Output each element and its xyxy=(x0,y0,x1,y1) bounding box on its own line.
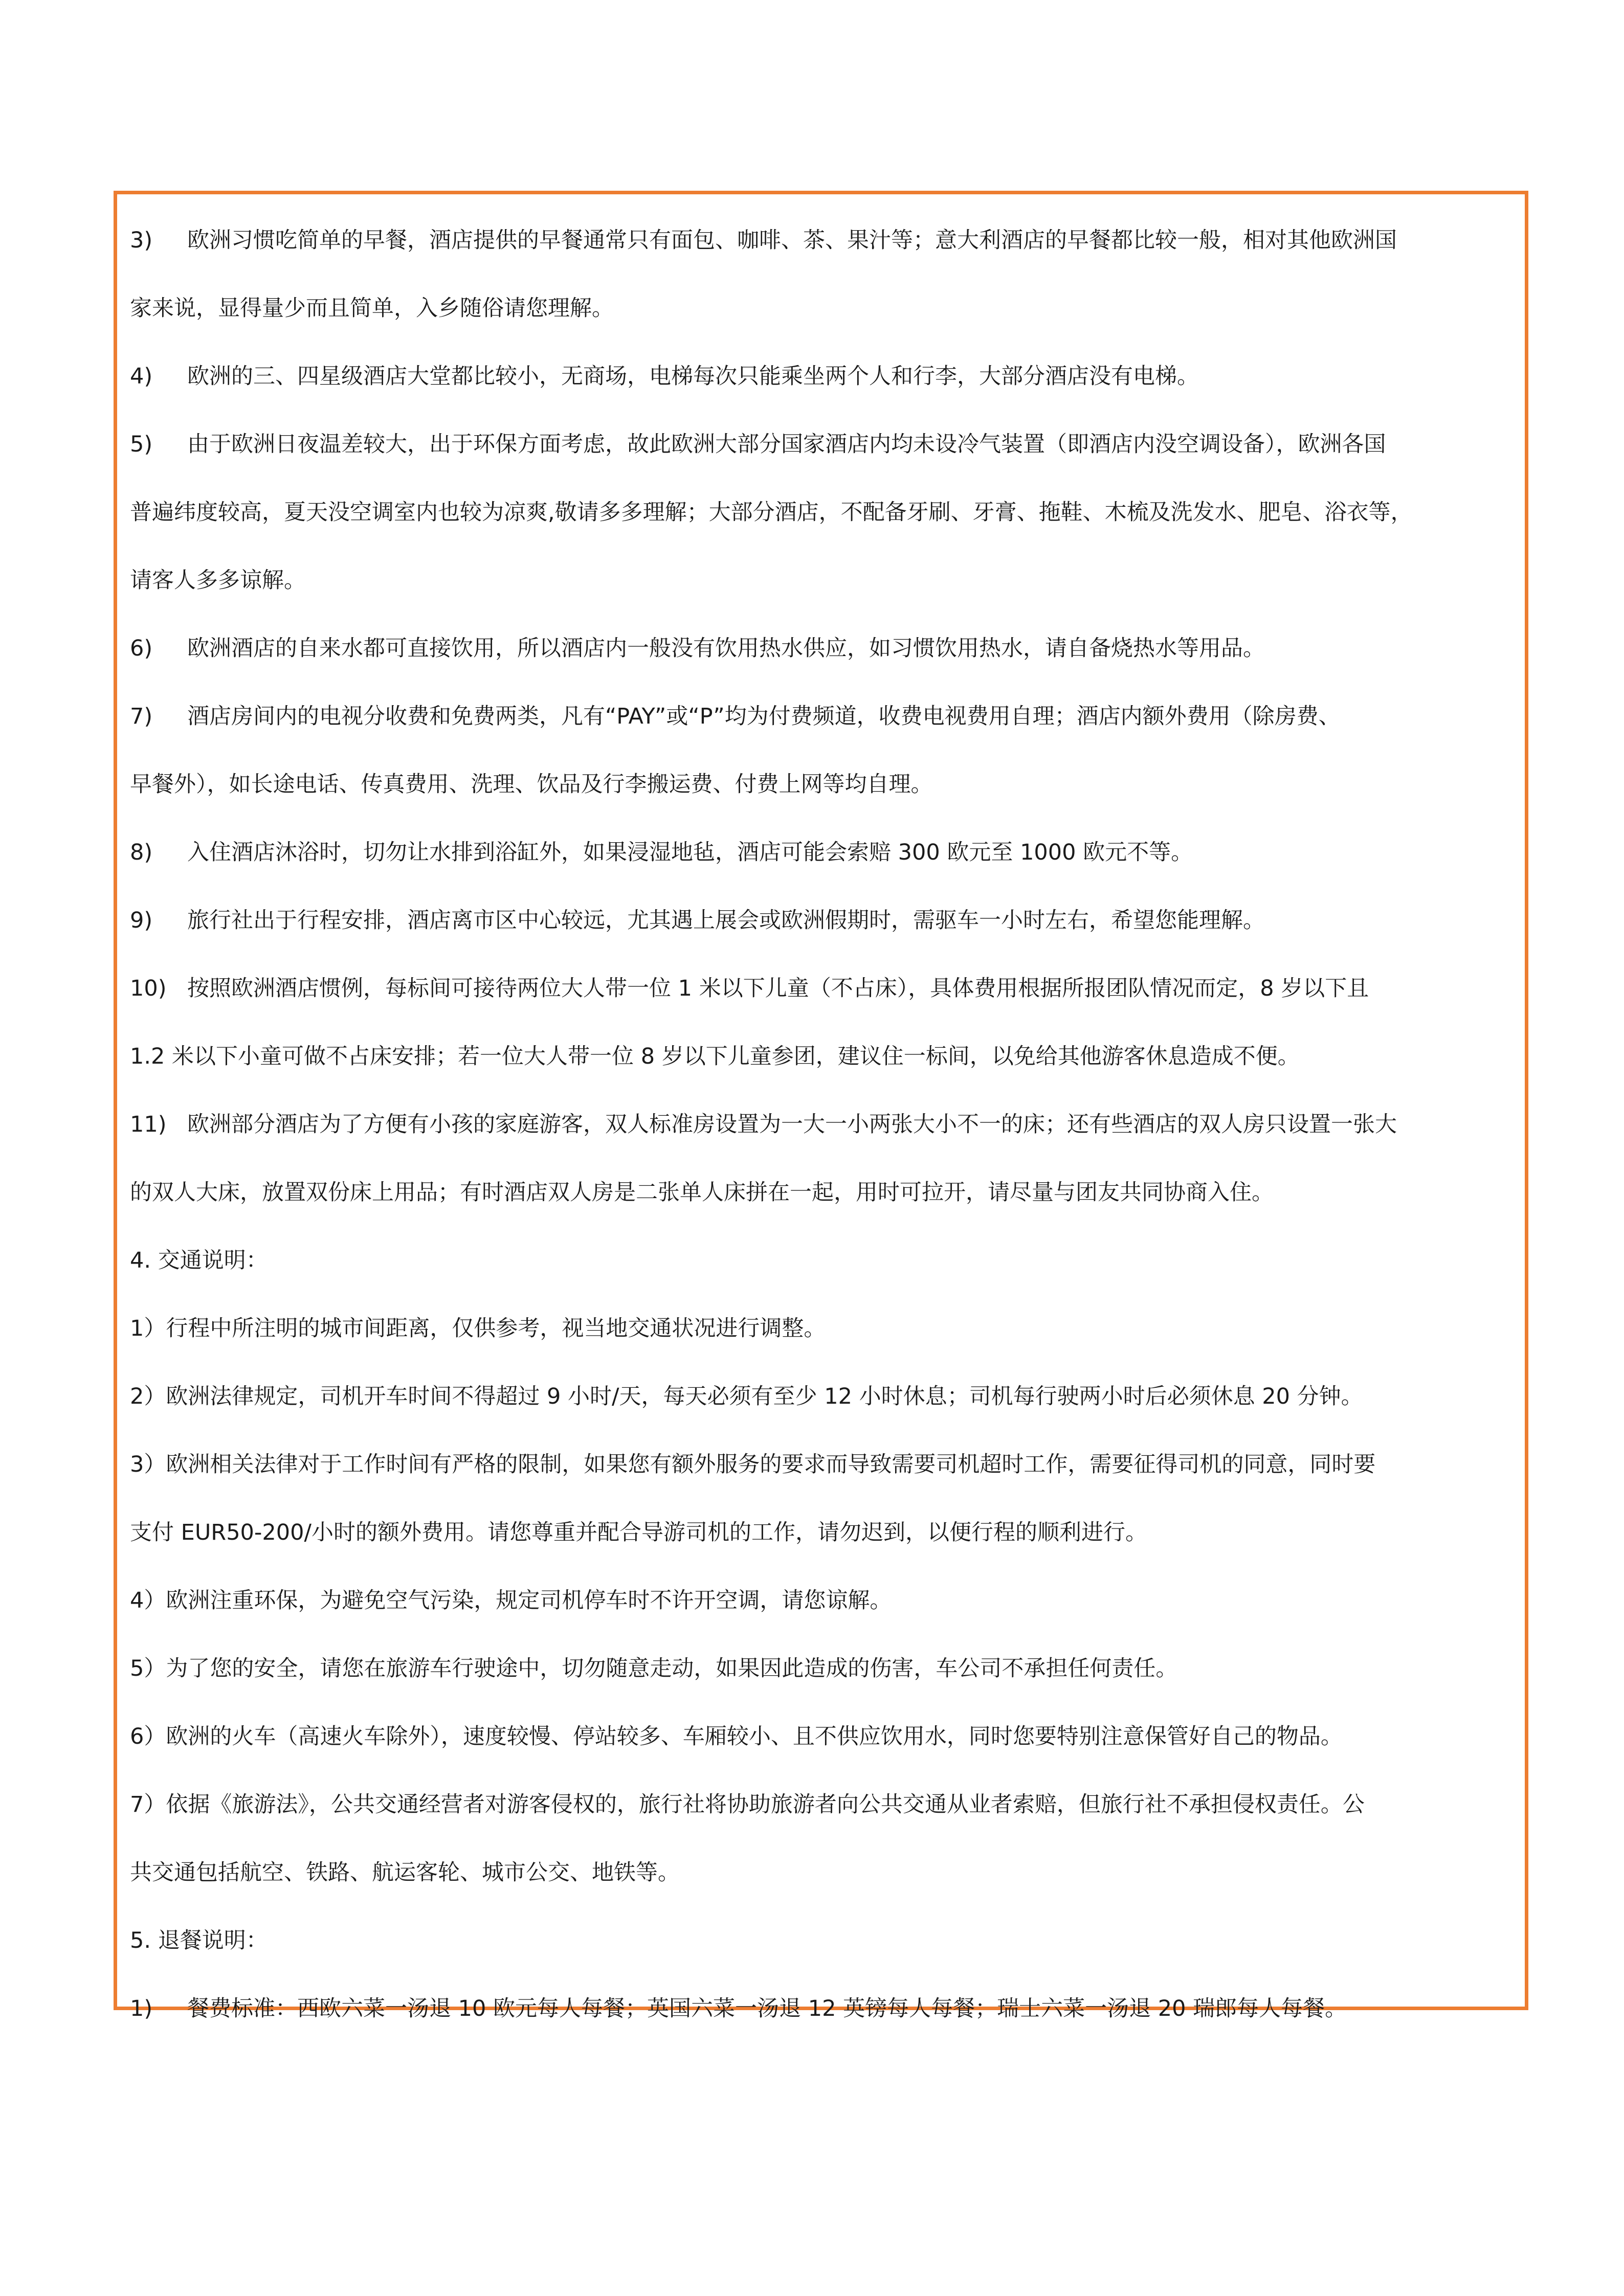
item-number: 10) xyxy=(130,976,167,1001)
text-line xyxy=(130,900,1265,941)
item-text: 早餐外），如长途电话、传真费用、洗理、饮品及行李搬运费、付费上网等均自理。 xyxy=(130,772,933,797)
text-line xyxy=(130,1784,1365,1825)
item-number: 4) xyxy=(130,364,153,389)
text-line xyxy=(130,1716,1343,1757)
text-line xyxy=(130,1104,1397,1145)
item-text: 支付 EUR50-200/小时的额外费用。请您尊重并配合导游司机的工作，请勿迟到，以便行程的顺利进行。 xyxy=(130,1520,1147,1545)
text-line xyxy=(130,1444,1375,1485)
item-text: 5）为了您的安全，请您在旅游车行驶途中，切勿随意走动，如果因此造成的伤害，车公司不承担任何责任。 xyxy=(130,1656,1178,1681)
text-line xyxy=(130,696,1341,737)
item-text: 餐费标准：西欧六菜一汤退 10 欧元每人每餐；英国六菜一汤退 12 英镑每人每餐；瑞士六菜一汤退 20 瑞郎每人每餐。 xyxy=(187,1996,1347,2021)
text-line xyxy=(130,628,1265,669)
item-text: 入住酒店沐浴时，切勿让水排到浴缸外，如果浸湿地毡，酒店可能会索赔 300 欧元至 1000 欧元不等。 xyxy=(187,840,1193,865)
item-text: 6）欧洲的火车（高速火车除外），速度较慢、停站较多、车厢较小、且不供应饮用水，同时您要特别注意保管好自己的物品。 xyxy=(130,1724,1343,1749)
item-text: 1.2 米以下小童可做不占床安排；若一位大人带一位 8 岁以下儿童参团，建议住一标间，以免给其他游客休息造成不便。 xyxy=(130,1044,1300,1069)
item-text: 欧洲酒店的自来水都可直接饮用，所以酒店内一般没有饮用热水供应，如习惯饮用热水，请自备烧热水等用品。 xyxy=(187,636,1265,661)
item-text: 旅行社出于行程安排，酒店离市区中心较远，尤其遇上展会或欧洲假期时，需驱车一小时左右，希望您能理解。 xyxy=(187,908,1265,933)
text-line xyxy=(130,220,1397,261)
text-line xyxy=(130,1308,826,1349)
text-line xyxy=(130,764,933,805)
item-text: 家来说，显得量少而且简单，入乡随俗请您理解。 xyxy=(130,296,614,321)
text-line xyxy=(130,832,1193,873)
item-text: 欧洲习惯吃简单的早餐，酒店提供的早餐通常只有面包、咖啡、茶、果汁等；意大利酒店的早餐都比较一般，相对其他欧洲国 xyxy=(187,228,1397,253)
section-heading xyxy=(130,1920,268,1961)
text-line xyxy=(130,1988,1347,2029)
text-line xyxy=(130,356,1199,397)
section-heading xyxy=(130,1240,268,1281)
text-line xyxy=(130,492,1413,533)
item-number: 9) xyxy=(130,908,153,933)
item-text: 欧洲的三、四星级酒店大堂都比较小，无商场，电梯每次只能乘坐两个人和行李，大部分酒店没有电梯。 xyxy=(187,364,1199,389)
text-line xyxy=(130,1172,1274,1213)
item-number: 11) xyxy=(130,1112,167,1137)
text-line xyxy=(130,1376,1363,1417)
item-text: 酒店房间内的电视分收费和免费两类，凡有“PAY”或“P”均为付费频道，收费电视费用自理；酒店内额外费用（除房费、 xyxy=(187,704,1341,729)
text-line xyxy=(130,1648,1177,1689)
item-text: 4）欧洲注重环保，为避免空气污染，规定司机停车时不许开空调，请您谅解。 xyxy=(130,1588,892,1613)
item-text: 由于欧洲日夜温差较大，出于环保方面考虑，故此欧洲大部分国家酒店内均未设冷气装置（即酒店内没空调设备），欧洲各国 xyxy=(187,432,1386,457)
text-line xyxy=(130,424,1386,465)
item-text: 请客人多多谅解。 xyxy=(130,568,306,593)
item-text: 的双人大床，放置双份床上用品；有时酒店双人房是二张单人床拼在一起，用时可拉开，请尽量与团友共同协商入住。 xyxy=(130,1180,1274,1205)
text-line xyxy=(130,1036,1300,1077)
item-text: 7）依据《旅游法》，公共交通经营者对游客侵权的，旅行社将协助旅游者向公共交通从业者索赔，但旅行社不承担侵权责任。公 xyxy=(130,1792,1365,1817)
text-line xyxy=(130,1580,892,1621)
item-number: 3) xyxy=(130,228,153,253)
item-text: 共交通包括航空、铁路、航运客轮、城市公交、地铁等。 xyxy=(130,1860,680,1885)
text-line xyxy=(130,968,1369,1009)
item-text: 欧洲部分酒店为了方便有小孩的家庭游客，双人标准房设置为一大一小两张大小不一的床；还有些酒店的双人房只设置一张大 xyxy=(187,1112,1397,1137)
text-line xyxy=(130,288,614,329)
text-line xyxy=(130,560,306,601)
text-line xyxy=(130,1852,680,1893)
text-line xyxy=(130,1512,1147,1553)
item-text: 3）欧洲相关法律对于工作时间有严格的限制，如果您有额外服务的要求而导致需要司机超时工作，需要征得司机的同意，同时要 xyxy=(130,1452,1376,1477)
item-number: 5) xyxy=(130,432,153,457)
item-text: 按照欧洲酒店惯例，每标间可接待两位大人带一位 1 米以下儿童（不占床），具体费用根据所报团队情况而定，8 岁以下且 xyxy=(187,976,1369,1001)
item-text: 5. 退餐说明： xyxy=(130,1928,268,1953)
item-text: 4. 交通说明： xyxy=(130,1248,268,1273)
item-text: 1）行程中所注明的城市间距离，仅供参考，视当地交通状况进行调整。 xyxy=(130,1316,826,1341)
item-number: 8) xyxy=(130,840,153,865)
item-text: 2）欧洲法律规定，司机开车时间不得超过 9 小时/天，每天必须有至少 12 小时休息；司机每行驶两小时后必须休息 20 分钟。 xyxy=(130,1384,1363,1409)
item-number: 7) xyxy=(130,704,153,729)
item-number: 6) xyxy=(130,636,153,661)
item-text: 普遍纬度较高，夏天没空调室内也较为凉爽,敬请多多理解；大部分酒店，不配备牙刷、牙膏、拖鞋、木梳及洗发水、肥皂、浴衣等， xyxy=(130,500,1413,525)
item-number: 1) xyxy=(130,1996,153,2021)
